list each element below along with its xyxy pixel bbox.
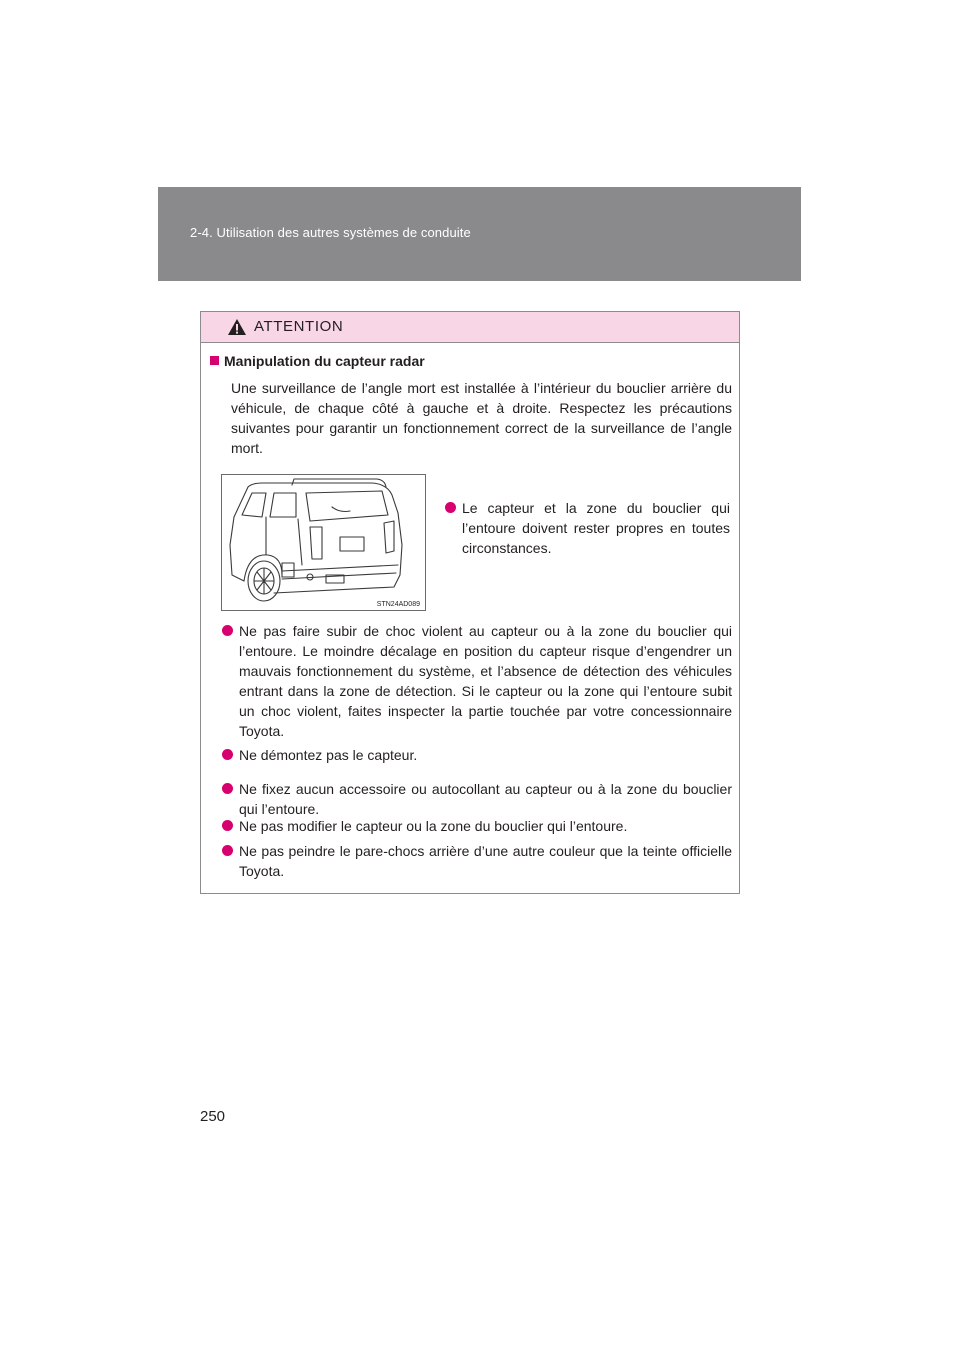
list-item — [239, 779, 732, 819]
bullet-dot-icon — [222, 820, 233, 831]
figure-bullet-text: Le capteur et la zone du bouclier qui l’entoure doivent rester propres en toutes circonstances. — [462, 500, 730, 556]
list-item-text: Ne pas modifier le capteur ou la zone du bouclier qui l’entoure. — [239, 818, 628, 834]
list-item — [239, 621, 732, 741]
page-number: 250 — [200, 1108, 226, 1125]
list-item — [239, 841, 732, 881]
section-header-band — [158, 187, 801, 281]
list-item-text: Ne pas faire subir de choc violent au capteur ou à la zone du bouclier qui l’entoure. Le moindre décalage en position du capteur risque d’engendrer un mauvais fonctionnement du système, et l’absence de détection des véhicules entrant dans la zone de détection. Si le capteur ou la zone qui l’entoure subit un choc violent, faites inspecter la partie touchée par votre concessionnaire Toyota. — [239, 623, 732, 739]
list-item-text: Ne démontez pas le capteur. — [239, 747, 418, 763]
warning-box — [200, 311, 740, 894]
section-header-title: 2-4. Utilisation des autres systèmes de conduite — [190, 225, 471, 240]
section-heading-text: Manipulation du capteur radar — [224, 353, 425, 369]
bullet-dot-icon — [222, 783, 233, 794]
list-item-text: Ne fixez aucun accessoire ou autocollant au capteur ou à la zone du bouclier qui l’entoure. — [239, 781, 732, 817]
bullet-dot-icon — [445, 502, 456, 513]
square-bullet-icon — [210, 356, 219, 365]
bullet-dot-icon — [222, 625, 233, 636]
figure-bullet-item — [462, 498, 730, 558]
suv-rear-drawing — [222, 475, 425, 610]
rear-bumper-illustration — [221, 474, 426, 611]
warning-triangle-icon — [227, 318, 247, 336]
figure-code: STN24AD089 — [376, 601, 420, 608]
list-item — [239, 745, 732, 765]
list-item — [239, 816, 732, 836]
warning-title: ATTENTION — [254, 318, 344, 335]
warning-header — [201, 312, 739, 343]
intro-paragraph: Une surveillance de l’angle mort est installée à l’intérieur du bouclier arrière du véhicule, de chaque côté à gauche et à droite. Respectez les précautions suivantes pour garantir un fonctionnement correct de la surveillance de l’angle mort. — [231, 380, 732, 456]
list-item-text: Ne pas peindre le pare-chocs arrière d’une autre couleur que la teinte officielle Toyota. — [239, 843, 732, 879]
bullet-dot-icon — [222, 845, 233, 856]
bullet-dot-icon — [222, 749, 233, 760]
section-heading — [210, 353, 425, 369]
